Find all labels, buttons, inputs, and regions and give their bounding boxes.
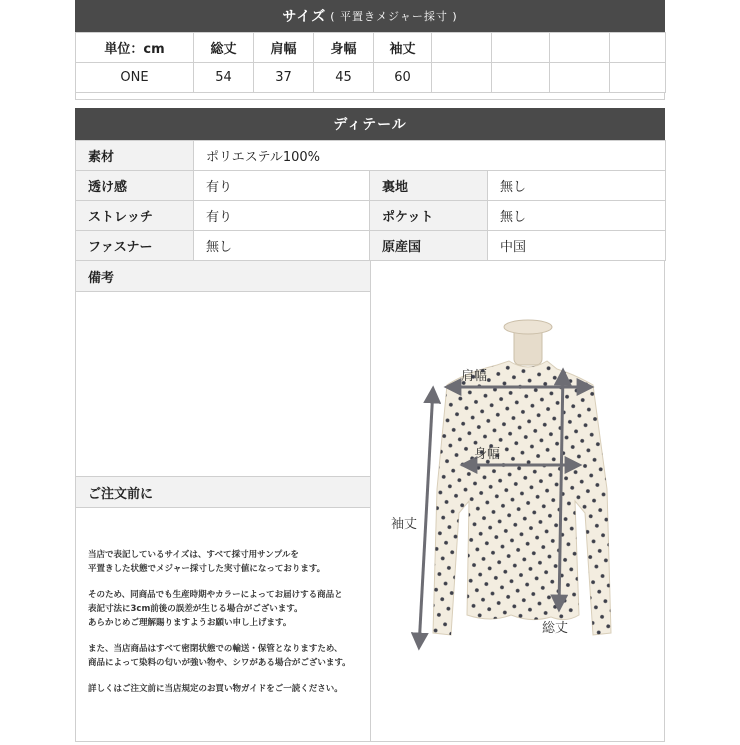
remarks-column	[76, 261, 371, 741]
detail-value: 無し	[488, 171, 666, 201]
mannequin-neck	[504, 320, 552, 365]
garment-shape	[433, 361, 611, 635]
chest-label: 身幅	[474, 447, 501, 462]
size-header-cell	[550, 33, 610, 63]
size-row	[76, 63, 666, 93]
shoulder-label: 肩幅	[461, 369, 488, 384]
size-cell	[610, 63, 666, 93]
size-header-cell	[610, 33, 666, 63]
size-cell: 45	[314, 63, 374, 93]
detail-label: ポケット	[370, 201, 488, 231]
size-header-cell	[492, 33, 550, 63]
size-header-cell: 単位：cm	[76, 33, 194, 63]
size-header-cell: 身幅	[314, 33, 374, 63]
detail-label: ファスナー	[76, 231, 194, 261]
size-section-subtitle: ( 平置きメジャー採寸 )	[330, 10, 458, 23]
detail-table	[75, 140, 666, 261]
size-header-cell: 袖丈	[374, 33, 432, 63]
size-header-row	[76, 33, 666, 63]
lower-panel	[75, 261, 665, 742]
detail-section-title: ディテール	[333, 117, 407, 133]
size-cell: 37	[254, 63, 314, 93]
remarks-label: 備考	[76, 261, 370, 292]
sleeve-label: 袖丈	[391, 517, 418, 532]
remarks-body	[76, 292, 370, 477]
size-cell: ONE	[76, 63, 194, 93]
detail-label: 透け感	[76, 171, 194, 201]
size-cell: 54	[194, 63, 254, 93]
notice-paragraph: 当店で表記しているサイズは、すべて採寸用サンプルを 平置きした状態でメジャー採寸した実寸値になっております。	[88, 550, 326, 574]
size-header-cell: 総丈	[194, 33, 254, 63]
notice-text	[76, 508, 370, 696]
detail-label: ストレッチ	[76, 201, 194, 231]
size-cell	[432, 63, 492, 93]
detail-value: 無し	[194, 231, 370, 261]
detail-value: 中国	[488, 231, 666, 261]
notice-paragraph: 詳しくはご注文前に当店規定のお買い物ガイドをご一読ください。	[88, 684, 343, 694]
size-section-header	[75, 0, 665, 32]
detail-row	[76, 201, 666, 231]
detail-value: 無し	[488, 201, 666, 231]
size-table-spacer	[75, 93, 665, 100]
size-section-title: サイズ	[282, 9, 327, 25]
size-table	[75, 32, 666, 93]
detail-row	[76, 231, 666, 261]
detail-value: 有り	[194, 201, 370, 231]
notice-paragraph: また、当店商品はすべて密閉状態での輸送・保管となりますため、 商品によって染料の匂いが強い物や、シワがある場合がございます。	[88, 644, 351, 668]
detail-value: 有り	[194, 171, 370, 201]
notice-paragraph: そのため、同商品でも生産時期やカラーによってお届けする商品と 表記寸法に3cm前後の誤差が生じる場合がございます。 あらかじめご理解賜りますようお願い申し上げます。	[88, 590, 343, 628]
size-cell	[550, 63, 610, 93]
length-label: 総丈	[542, 621, 569, 636]
detail-section-header	[75, 108, 665, 140]
garment-diagram	[371, 261, 666, 741]
material-label: 素材	[76, 141, 194, 171]
detail-label: 原産国	[370, 231, 488, 261]
detail-label: 裏地	[370, 171, 488, 201]
size-cell	[492, 63, 550, 93]
material-value: ポリエステル100%	[194, 141, 666, 171]
spec-sheet	[75, 0, 665, 742]
garment-illustration	[371, 261, 666, 741]
size-header-cell: 肩幅	[254, 33, 314, 63]
sleeve-arrow	[419, 389, 433, 647]
size-cell: 60	[374, 63, 432, 93]
size-header-cell	[432, 33, 492, 63]
detail-row	[76, 171, 666, 201]
notice-label: ご注文前に	[76, 477, 370, 508]
detail-row-material	[76, 141, 666, 171]
